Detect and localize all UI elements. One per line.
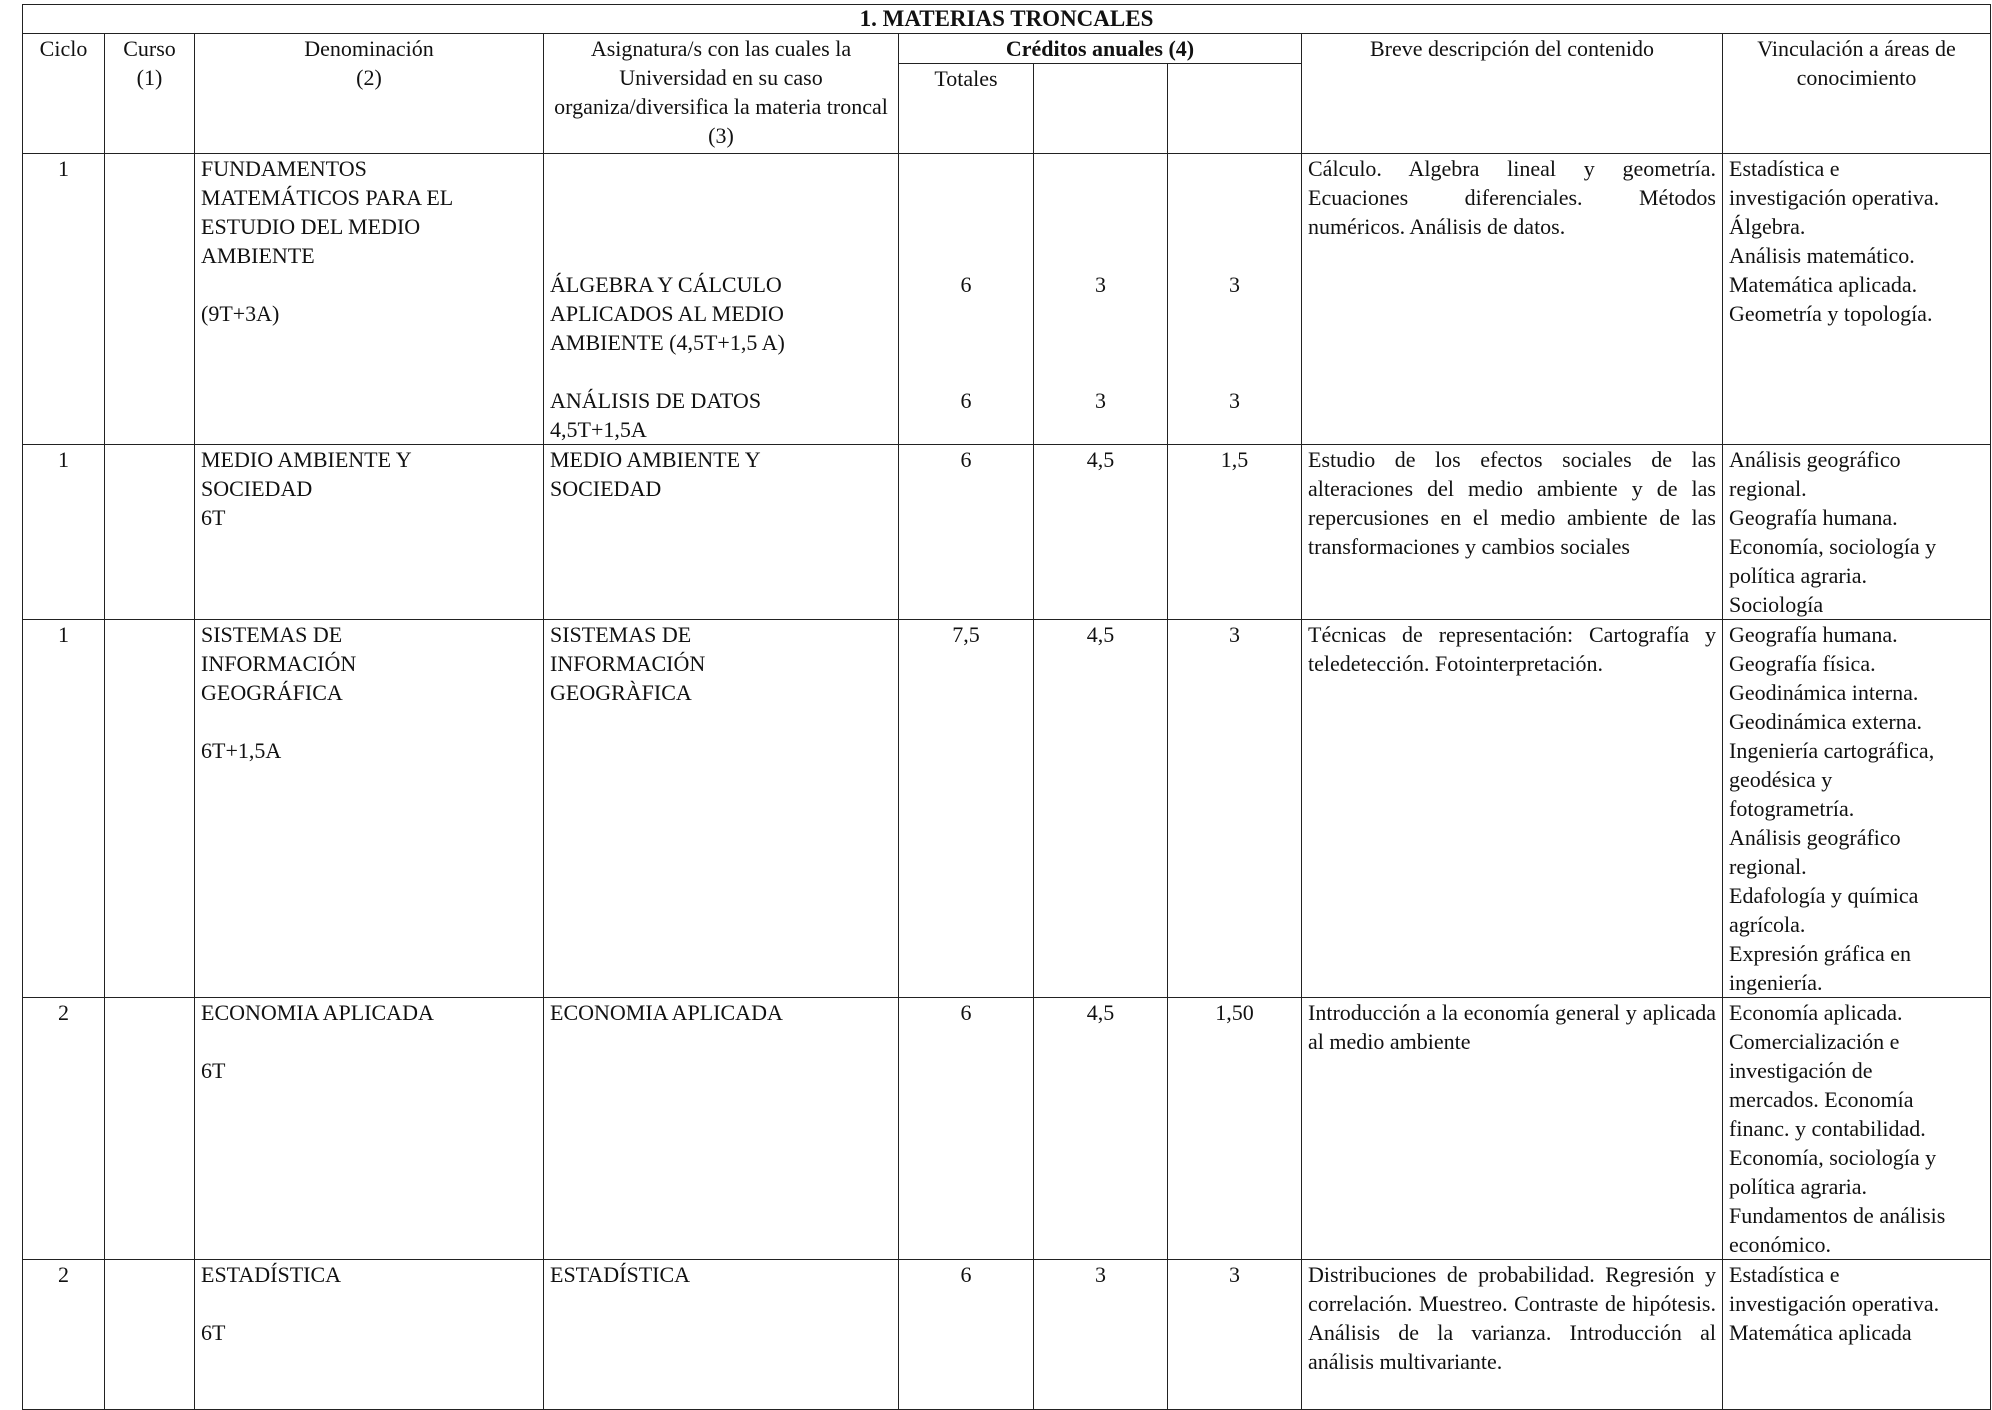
creditos-col2-cell: 4,5: [1034, 445, 1168, 620]
creditos-col3-cell: 1,5: [1168, 445, 1302, 620]
header-asignaturas: Asignatura/s con las cuales la Universidad en su caso organiza/diversifica la materia troncal (3): [544, 34, 899, 154]
vinculacion-cell: Estadística e investigación operativa. Álgebra. Análisis matemático. Matemática aplicada. Geometría y topología.: [1723, 154, 1991, 445]
denominacion-cell: SISTEMAS DE INFORMACIÓN GEOGRÁFICA 6T+1,5A: [195, 620, 544, 998]
descripcion-cell: Cálculo. Algebra lineal y geometría. Ecuaciones diferenciales. Métodos numéricos. Análisis de datos.: [1302, 154, 1723, 445]
creditos-col3-cell: 3: [1168, 620, 1302, 998]
table-row: [23, 1260, 1991, 1410]
ciclo-cell: 1: [23, 445, 105, 620]
header-descripcion: Breve descripción del contenido: [1302, 34, 1723, 154]
header-totales: Totales: [899, 64, 1034, 154]
curso-cell: [105, 620, 195, 998]
header-vinculacion: Vinculación a áreas de conocimiento: [1723, 34, 1991, 154]
asignatura-cell: ECONOMIA APLICADA: [544, 998, 899, 1260]
vinculacion-cell: Economía aplicada. Comercialización e investigación de mercados. Economía financ. y contabilidad. Economía, sociología y política agraria. Fundamentos de análisis económico.: [1723, 998, 1991, 1260]
totales-cell: 6: [899, 445, 1034, 620]
totales-cell: 7,5: [899, 620, 1034, 998]
totales-cell: 6: [899, 998, 1034, 1260]
table-row: [23, 998, 1991, 1260]
denominacion-cell: ESTADÍSTICA 6T: [195, 1260, 544, 1410]
header-ciclo: Ciclo: [23, 34, 105, 154]
asignatura-cell: ÁLGEBRA Y CÁLCULO APLICADOS AL MEDIO AMBIENTE (4,5T+1,5 A) ANÁLISIS DE DATOS 4,5T+1,5A: [544, 154, 899, 445]
creditos-col2-cell: 3 3: [1034, 154, 1168, 445]
curso-cell: [105, 445, 195, 620]
materias-troncales-table: [22, 4, 1991, 1410]
denominacion-cell: FUNDAMENTOS MATEMÁTICOS PARA EL ESTUDIO DEL MEDIO AMBIENTE (9T+3A): [195, 154, 544, 445]
denominacion-cell: ECONOMIA APLICADA 6T: [195, 998, 544, 1260]
header-creditos-col2: [1034, 64, 1168, 154]
ciclo-cell: 1: [23, 620, 105, 998]
curso-cell: [105, 998, 195, 1260]
ciclo-cell: 2: [23, 1260, 105, 1410]
asignatura-cell: SISTEMAS DE INFORMACIÓN GEOGRÀFICA: [544, 620, 899, 998]
curso-cell: [105, 1260, 195, 1410]
table-title: 1. MATERIAS TRONCALES: [23, 5, 1991, 34]
denominacion-cell: MEDIO AMBIENTE Y SOCIEDAD 6T: [195, 445, 544, 620]
ciclo-cell: 1: [23, 154, 105, 445]
curso-cell: [105, 154, 195, 445]
header-creditos: Créditos anuales (4): [899, 34, 1302, 64]
asignatura-cell: MEDIO AMBIENTE Y SOCIEDAD: [544, 445, 899, 620]
descripcion-cell: Introducción a la economía general y aplicada al medio ambiente: [1302, 998, 1723, 1260]
ciclo-cell: 2: [23, 998, 105, 1260]
creditos-col2-cell: 4,5: [1034, 998, 1168, 1260]
creditos-col3-cell: 3: [1168, 1260, 1302, 1410]
vinculacion-cell: Estadística e investigación operativa. Matemática aplicada: [1723, 1260, 1991, 1410]
header-curso: Curso (1): [105, 34, 195, 154]
table-row: [23, 445, 1991, 620]
totales-cell: 6 6: [899, 154, 1034, 445]
creditos-col3-cell: 3 3: [1168, 154, 1302, 445]
creditos-col2-cell: 4,5: [1034, 620, 1168, 998]
asignatura-cell: ESTADÍSTICA: [544, 1260, 899, 1410]
vinculacion-cell: Análisis geográfico regional. Geografía humana. Economía, sociología y política agraria. Sociología: [1723, 445, 1991, 620]
header-denominacion: Denominación (2): [195, 34, 544, 154]
totales-cell: 6: [899, 1260, 1034, 1410]
creditos-col2-cell: 3: [1034, 1260, 1168, 1410]
descripcion-cell: Técnicas de representación: Cartografía y teledetección. Fotointerpretación.: [1302, 620, 1723, 998]
header-creditos-col3: [1168, 64, 1302, 154]
descripcion-cell: Distribuciones de probabilidad. Regresión y correlación. Muestreo. Contraste de hipótesis. Análisis de la varianza. Introducción al análisis multivariante.: [1302, 1260, 1723, 1410]
table-row: [23, 620, 1991, 998]
descripcion-cell: Estudio de los efectos sociales de las alteraciones del medio ambiente y de las repercusiones en el medio ambiente de las transformaciones y cambios sociales: [1302, 445, 1723, 620]
table-row: [23, 154, 1991, 445]
creditos-col3-cell: 1,50: [1168, 998, 1302, 1260]
vinculacion-cell: Geografía humana. Geografía física. Geodinámica interna. Geodinámica externa. Ingeniería cartográfica, geodésica y fotogrametría. Análisis geográfico regional. Edafología y química agrícola. Expresión gráfica en ingeniería.: [1723, 620, 1991, 998]
